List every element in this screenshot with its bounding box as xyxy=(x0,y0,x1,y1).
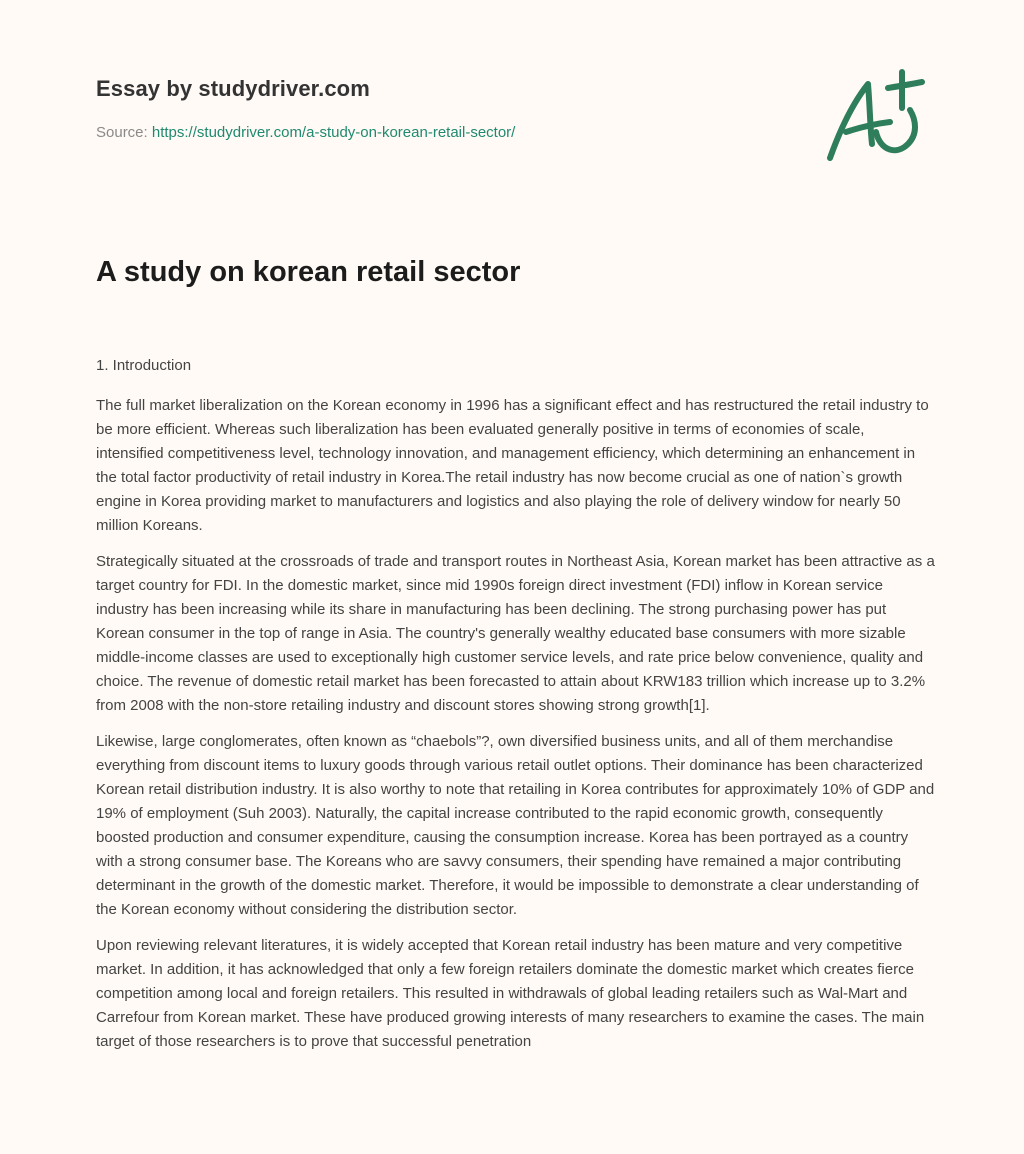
paragraph-2: Strategically situated at the crossroads of trade and transport routes in Northeast Asia, Korean market has been attractive as a target country for FDI. In the domestic market, since mid 1990s foreign direct investment (FDI) inflow in Korean service industry has been increasing while its share in manufacturing has been declining. The strong purchasing power has put Korean consumer in the top of range in Asia. The country's generally wealthy educated base consumers with more sizable middle-income classes are used to exceptionally high customer service levels, and rate price below convenience, quality and choice. The revenue of domestic retail market has been forecasted to attain about KRW183 trillion which increase up to 3.2% from 2008 with the non-store retailing industry and discount stores showing strong growth[1]. xyxy=(96,553,935,714)
source-link[interactable]: https://studydriver.com/a-study-on-korean-retail-sector/ xyxy=(151,124,516,141)
essay-page xyxy=(96,0,936,1050)
section-heading-introduction: 1. Introduction xyxy=(96,357,192,374)
paragraph-3: Likewise, large conglomerates, often known as “chaebols”?, own diversified business units, and all of them merchandise everything from discount items to luxury goods through various retail outlet options. Their dominance has been characterized Korean retail distribution industry. It is also worthy to note that retailing in Korea contributes for approximately 10% of GDP and 19% of employment (Suh 2003). Naturally, the capital increase contributed to the rapid economic growth, consequently boosted production and consumer expenditure, causing the consumption increase. Korea has been portrayed as a country with a strong consumer base. The Koreans who are savvy consumers, their spending have remained a major contributing determinant in the growth of the domestic market. Therefore, it would be impossible to demonstrate a clear understanding of the Korean economy without considering the distribution sector. xyxy=(96,733,935,918)
paragraph-4: Upon reviewing relevant literatures, it is widely accepted that Korean retail industry has been mature and very competitive market. In addition, it has acknowledged that only a few foreign retailers dominate the domestic market which creates fierce competition among local and foreign retailers. This resulted in withdrawals of global leading retailers such as Wal-Mart and Carrefour from Korean market. These have produced growing interests of many researchers to examine the cases. The main target of those researchers is to prove that successful penetration xyxy=(96,937,925,1050)
essay-body xyxy=(96,354,936,1066)
site-title: Essay by studydriver.com xyxy=(96,76,370,101)
paragraph-1: The full market liberalization on the Korean economy in 1996 has a significant effect and has restructured the retail industry to be more efficient. Whereas such liberalization has been evaluated generally positive in terms of economies of scale, intensified competitiveness level, technology innovation, and management efficiency, which determining an enhancement in the total factor productivity of retail industry in Korea.The retail industry has now become crucial as one of nation`s growth engine in Korea providing market to manufacturers and logistics and also playing the role of delivery window for nearly 50 million Koreans. xyxy=(96,397,929,534)
page-header xyxy=(96,0,936,200)
source-line xyxy=(96,124,515,141)
source-label: Source: xyxy=(96,124,148,141)
essay-title: A study on korean retail sector xyxy=(96,256,521,288)
a-plus-grade-icon xyxy=(824,68,928,168)
